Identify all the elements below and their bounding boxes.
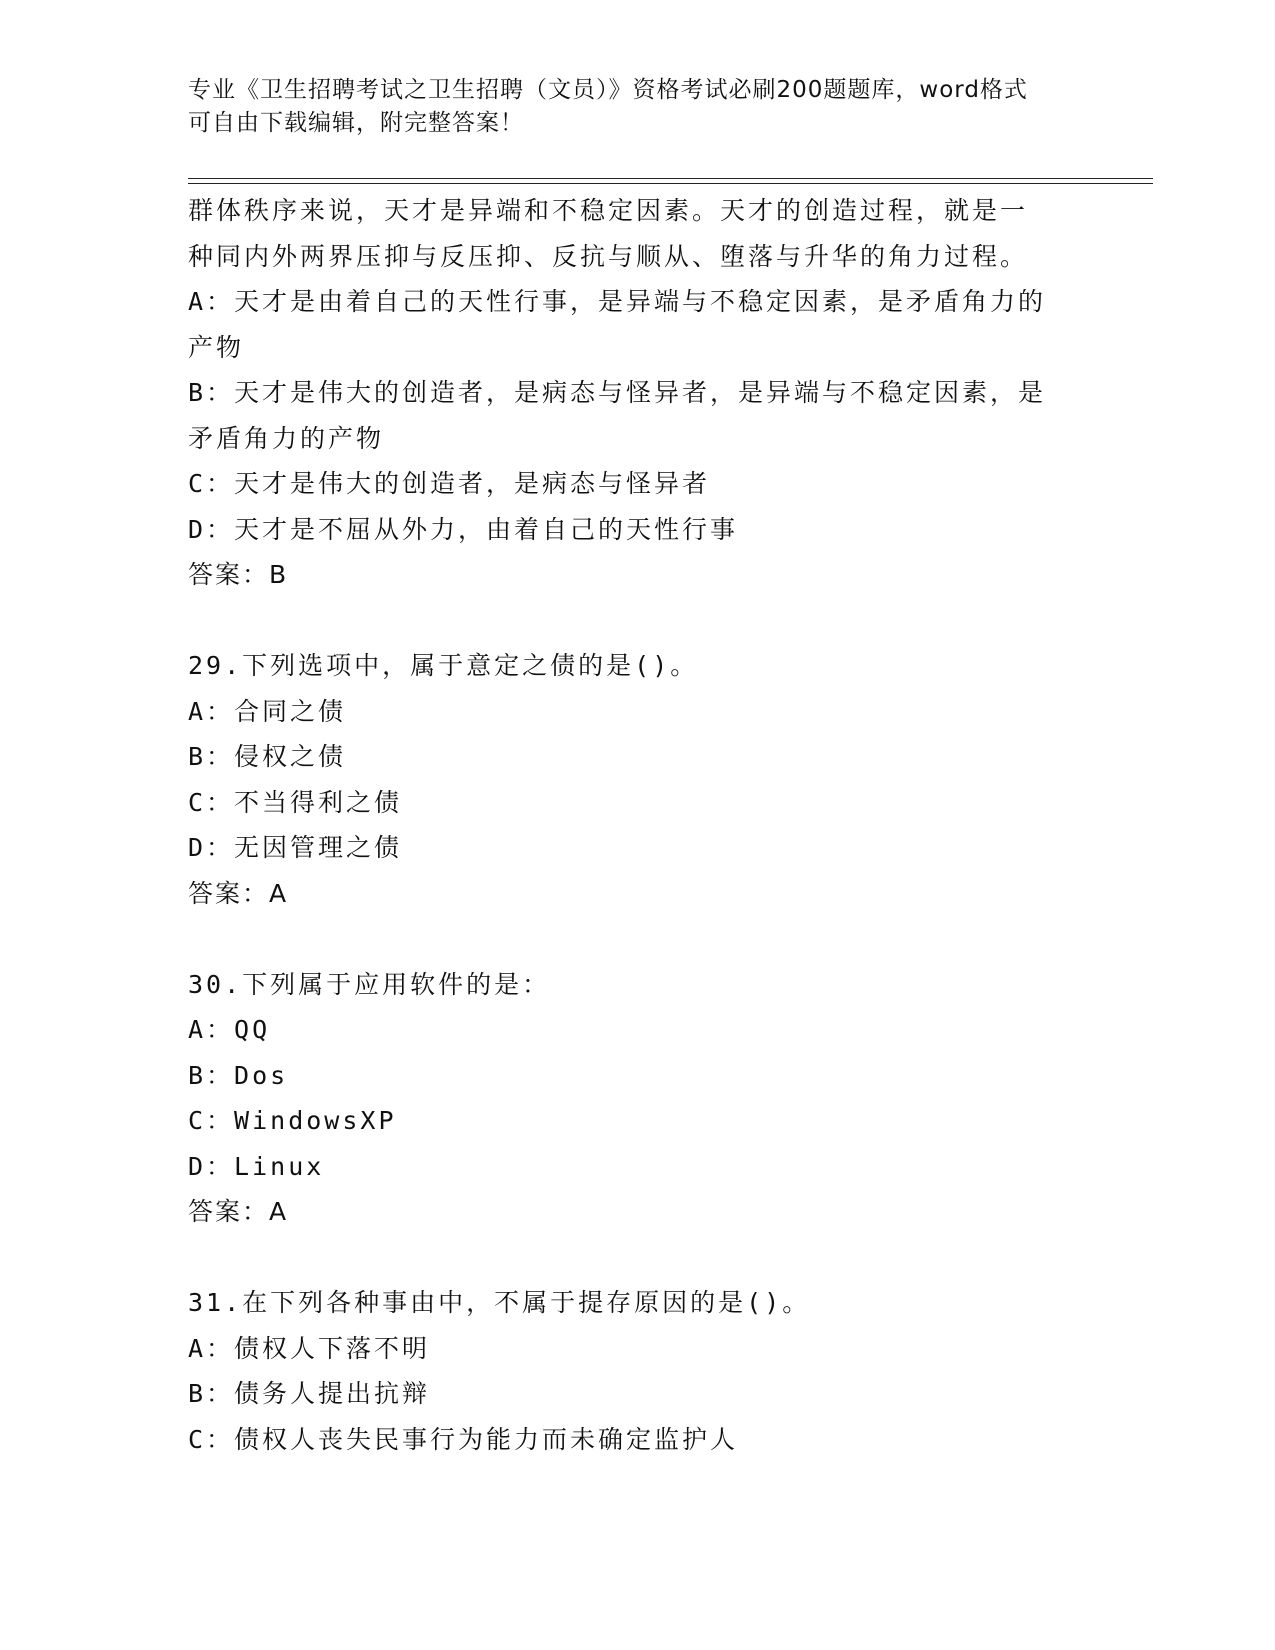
option-b: B：天才是伟大的创造者，是病态与怪异者，是异端与不稳定因素，是 bbox=[188, 378, 1047, 407]
option-b-continued: 矛盾角力的产物 bbox=[188, 423, 385, 453]
question-stem: 30.下列属于应用软件的是： bbox=[188, 969, 551, 999]
option-c: C：WindowsXP bbox=[188, 1106, 397, 1135]
option-a: A：天才是由着自己的天性行事，是异端与不稳定因素，是矛盾角力的 bbox=[188, 287, 1047, 316]
option-b: B：侵权之债 bbox=[188, 742, 347, 771]
option-b: B：债务人提出抗辩 bbox=[188, 1379, 431, 1408]
question-stem-line: 群体秩序来说，天才是异端和不稳定因素。天才的创造过程，就是一 bbox=[188, 196, 1029, 225]
header-divider-bottom bbox=[188, 183, 1153, 184]
answer-line: 答案：A bbox=[188, 878, 289, 908]
question-spacer bbox=[188, 916, 1088, 962]
answer-line: 答案：A bbox=[188, 1197, 289, 1226]
question-31 bbox=[188, 1280, 1088, 1462]
header-title-line-1: 专业《卫生招聘考试之卫生招聘（文员）》资格考试必刷200题题库，word格式 bbox=[188, 77, 1028, 103]
header-title-line-2: 可自由下载编辑，附完整答案！ bbox=[188, 110, 524, 136]
option-a: A：QQ bbox=[188, 1015, 271, 1044]
question-28-continued bbox=[188, 188, 1088, 598]
question-stem-line: 种同内外两界压抑与反压抑、反抗与顺从、堕落与升华的角力过程。 bbox=[188, 241, 1029, 271]
answer-line: 答案：B bbox=[188, 560, 289, 589]
question-spacer bbox=[188, 1235, 1088, 1281]
option-d: D：Linux bbox=[188, 1151, 325, 1181]
option-d: D：无因管理之债 bbox=[188, 833, 403, 862]
option-c: C：不当得利之债 bbox=[188, 787, 403, 817]
option-d: D：天才是不屈从外力，由着自己的天性行事 bbox=[188, 514, 739, 544]
option-a-continued: 产物 bbox=[188, 332, 245, 362]
option-c: C：债权人丧失民事行为能力而未确定监护人 bbox=[188, 1424, 739, 1454]
question-spacer bbox=[188, 598, 1088, 644]
question-30 bbox=[188, 962, 1088, 1235]
question-stem: 31.在下列各种事由中，不属于提存原因的是()。 bbox=[188, 1288, 811, 1317]
question-list bbox=[188, 188, 1088, 1462]
option-b: B：Dos bbox=[188, 1060, 289, 1090]
option-c: C：天才是伟大的创造者，是病态与怪异者 bbox=[188, 469, 711, 498]
question-29 bbox=[188, 643, 1088, 916]
document-header bbox=[188, 74, 1078, 140]
option-a: A：合同之债 bbox=[188, 696, 347, 726]
header-divider-top bbox=[188, 178, 1153, 179]
option-a: A：债权人下落不明 bbox=[188, 1333, 431, 1363]
question-stem: 29.下列选项中，属于意定之债的是()。 bbox=[188, 651, 699, 680]
